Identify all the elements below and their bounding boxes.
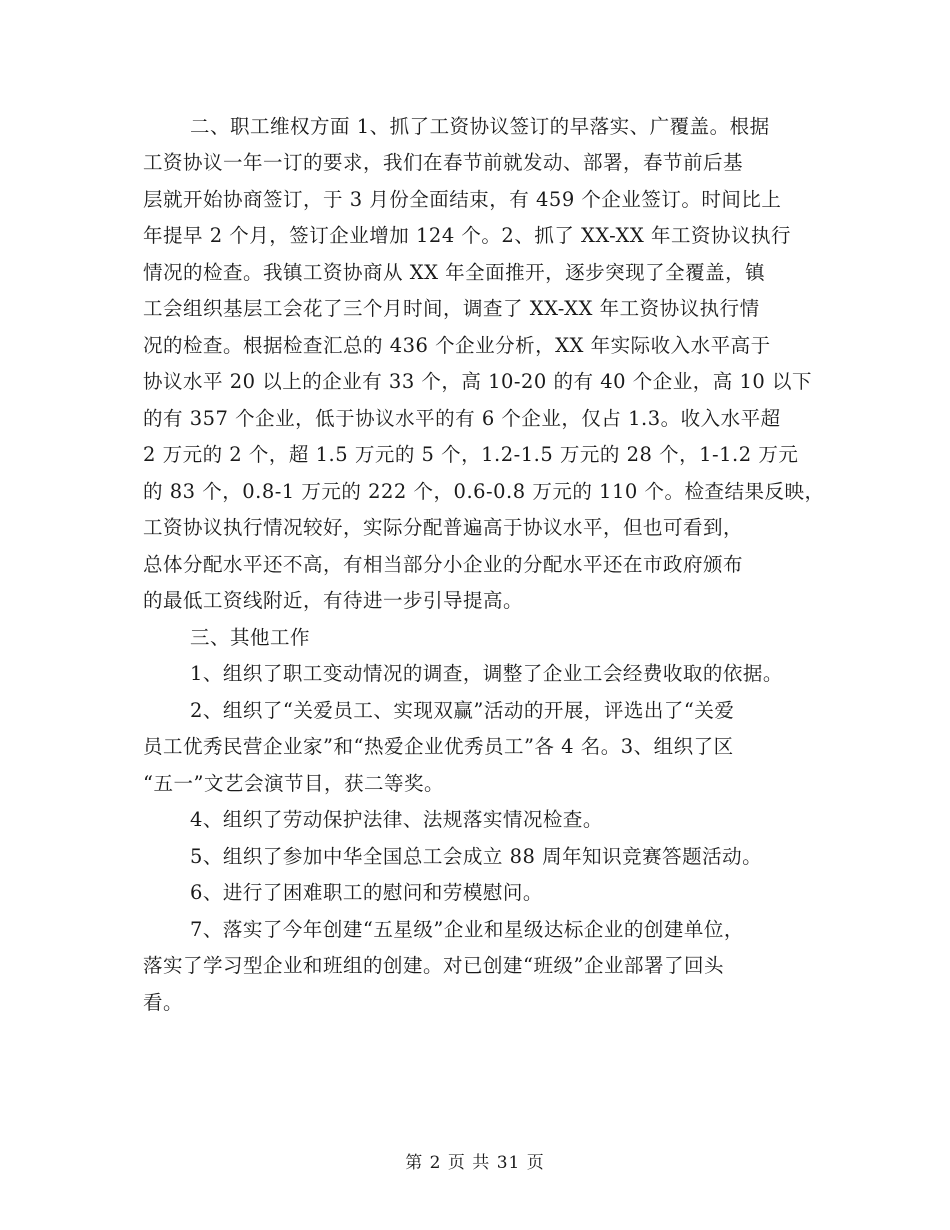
text-line: 2、组织了“关爱员工、实现双赢”活动的开展，评选出了“关爱 [190,699,735,722]
text-line: 员工优秀民营企业家”和“热爱企业优秀员工”各 4 名。3、组织了区 [143,735,734,758]
text-line: 二、职工维权方面 1、抓了工资协议签订的早落实、广覆盖。根据 [190,115,770,138]
text-line: 2 万元的 2 个，超 1.5 万元的 5 个，1.2-1.5 万元的 28 个，1-1.2 万元 [143,443,799,466]
text-line: 年提早 2 个月，签订企业增加 124 个。2、抓了 XX-XX 年工资协议执行 [143,224,791,247]
text-line: 7、落实了今年创建“五星级”企业和星级达标企业的创建单位， [190,918,744,941]
text-line: 总体分配水平还不高，有相当部分小企业的分配水平还在市政府颁布 [143,553,744,576]
text-line: 工资协议一年一订的要求，我们在春节前就发动、部署，春节前后基 [143,151,744,174]
section-heading: 三、其他工作 [190,626,311,649]
text-line: 况的检查。根据检查汇总的 436 个企业分析，XX 年实际收入水平高于 [143,334,771,357]
text-line: 协议水平 20 以上的企业有 33 个，高 10-20 的有 40 个企业，高 10 以下 [143,370,812,393]
text-line: 4、组织了劳动保护法律、法规落实情况检查。 [190,808,603,831]
text-line: 落实了学习型企业和班组的创建。对已创建“班级”企业部署了回头 [143,954,724,977]
text-line: 层就开始协商签订，于 3 月份全面结束，有 459 个企业签订。时间比上 [143,188,782,211]
text-line: 5、组织了参加中华全国总工会成立 88 周年知识竞赛答题活动。 [190,845,763,868]
text-line: 看。 [143,991,184,1014]
text-line: 的 83 个，0.8-1 万元的 222 个，0.6-0.8 万元的 110 个。检查结果反映， [143,480,825,503]
text-line: 工会组织基层工会花了三个月时间，调查了 XX-XX 年工资协议执行情 [143,297,760,320]
text-line: 1、组织了职工变动情况的调查，调整了企业工会经费收取的依据。 [190,662,783,685]
text-line: 6、进行了困难职工的慰问和劳模慰问。 [190,881,543,904]
page-number: 第 2 页 共 31 页 [405,1153,545,1173]
text-line: “五一”文艺会演节目，获二等奖。 [143,772,444,795]
text-line: 的有 357 个企业，低于协议水平的有 6 个企业，仅占 1.3。收入水平超 [143,407,781,430]
text-line: 工资协议执行情况较好，实际分配普遍高于协议水平，但也可看到， [143,516,744,539]
text-line: 情况的检查。我镇工资协商从 XX 年全面推开，逐步突现了全覆盖，镇 [143,261,766,284]
text-line: 的最低工资线附近，有待进一步引导提高。 [143,589,524,612]
